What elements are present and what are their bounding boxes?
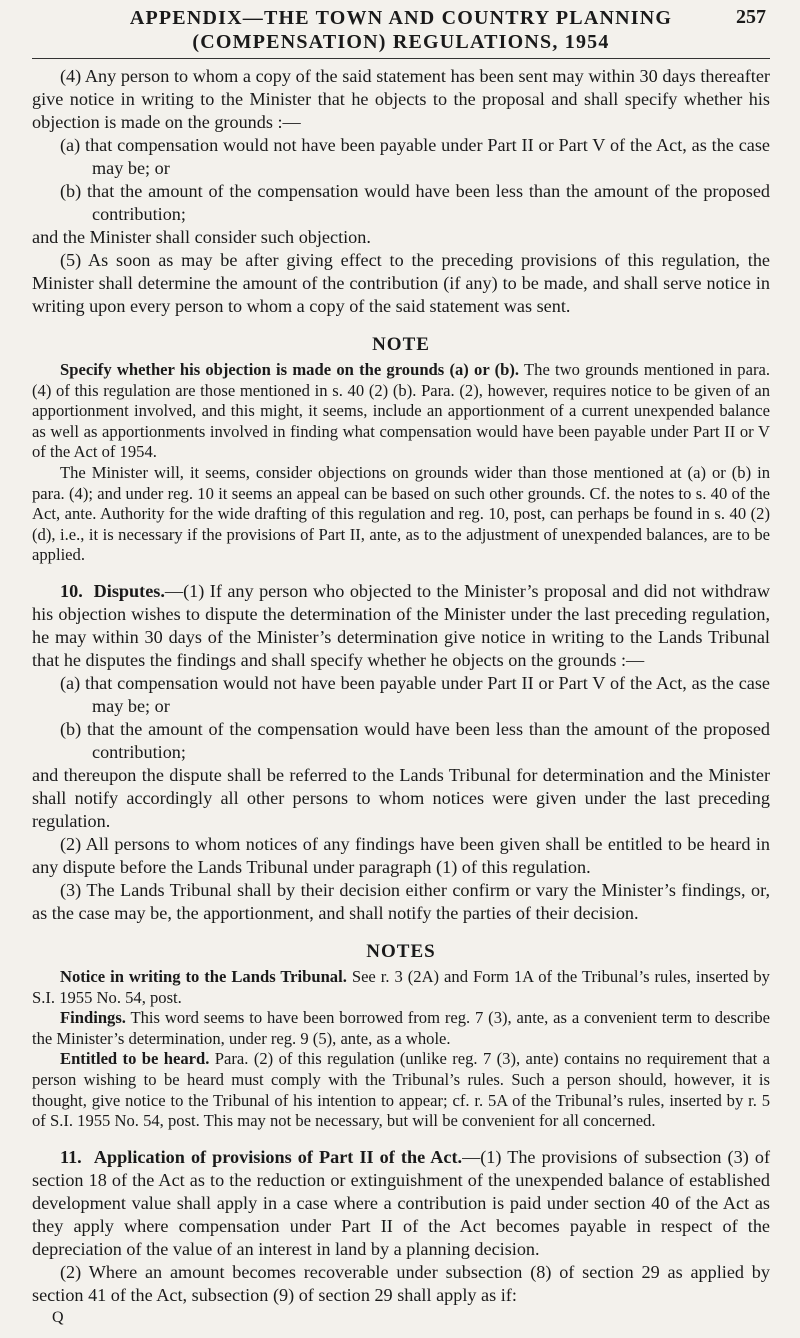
notes-item-notice-lead: Notice in writing to the Lands Tribunal.: [60, 966, 347, 986]
notes-item-notice: [32, 967, 770, 1008]
note-para1: [32, 360, 770, 463]
regulation-10: [32, 580, 770, 925]
reg10-title: Disputes.: [93, 580, 165, 601]
reg9-para4: (4) Any person to whom a copy of the said statement has been sent may within 30 days thereafter give notice in writing to the Minister that he objects to the proposal and shall specify whether his objection is made on the grounds :—: [32, 66, 770, 132]
notes-item-findings-lead: Findings.: [60, 1008, 126, 1028]
reg11-para2: (2) Where an amount becomes recoverable under subsection (8) of section 29 as applied by section 41 of the Act, subsection (9) of section 29 shall apply as if:: [32, 1261, 770, 1305]
page-number: 257: [736, 6, 766, 28]
regulation-9-continued: [32, 65, 770, 318]
notes-item-findings: [32, 1008, 770, 1049]
notes-item-notice-text: See r. 3 (2A) and Form 1A of the Tribunal’s rules, inserted by S.I. 1955 No. 54, post.: [32, 966, 770, 1007]
note-para2: The Minister will, it seems, consider objections on grounds wider than those mentioned at (a) or (b) in para. (4); and under reg. 10 it seems an appeal can be based on such other grounds. Cf. the notes to s. 40 of the Act, ante. Authority for the wide drafting of this regulation and reg. 10, post, can perhaps be found in s. 40 (2) (d), i.e., it is necessary if the provisions of Part II, ante, as to the adjustment of unexpended balances, are to be applied.: [32, 462, 770, 565]
reg10-para2: (2) All persons to whom notices of any findings have been given shall be entitled to be heard in any dispute before the Lands Tribunal under paragraph (1) of this regulation.: [32, 833, 770, 877]
reg9-para5: (5) As soon as may be after giving effect to the preceding provisions of this regulation, the Minister shall determine the amount of the contribution (if any) to be made, and shall serve notice in writing upon every person to whom a copy of the said statement was sent.: [32, 250, 770, 316]
running-header: [32, 6, 770, 54]
reg10-number: 10.: [60, 580, 83, 601]
header-title-line2: (COMPENSATION) REGULATIONS, 1954: [192, 31, 610, 53]
reg11-number: 11.: [60, 1146, 82, 1167]
reg11-para1: [32, 1146, 770, 1261]
header-rule: [32, 58, 770, 59]
reg10-item-a: (a) that compensation would not have been payable under Part II or Part V of the Act, as the case may be; or: [60, 672, 770, 716]
reg9-tail: and the Minister shall consider such objection.: [32, 227, 371, 247]
notes-section: [32, 941, 770, 1132]
notes-item-findings-text: This word seems to have been borrowed from reg. 7 (3), ante, as a convenient term to describe the Minister’s determination, under reg. 9 (5), ante, as a whole.: [32, 1008, 770, 1048]
reg9-item-a: (a) that compensation would not have been payable under Part II or Part V of the Act, as the case may be; or: [60, 135, 770, 178]
notes-item-heard-lead: Entitled to be heard.: [60, 1049, 210, 1069]
reg10-para1: [32, 580, 770, 672]
reg11-para1-text: —(1) The provisions of subsection (3) of section 18 of the Act as to the reduction or extinguishment of the unexpended balance of established development value shall apply in a case where a contribution is paid under section 40 of the Act as they apply where compensation under Part II of the Act becomes payable in respect of the depreciation of the value of an interest in land by a planning decision.: [32, 1146, 770, 1259]
reg10-para1-text: —(1) If any person who objected to the Minister’s proposal and did not withdraw his objection wishes to dispute the determination of the Minister under the last preceding regulation, he may within 30 days of the Minister’s determination give notice in writing to the Lands Tribunal that he disputes the findings and shall specify whether he objects on the grounds :—: [32, 580, 771, 670]
reg10-tail: and thereupon the dispute shall be referred to the Lands Tribunal for determination and the Minister shall notify accordingly all other persons to whom notices were given under the last preceding regulation.: [32, 764, 770, 831]
regulation-11: [32, 1146, 770, 1327]
header-title-line1: APPENDIX—THE TOWN AND COUNTRY PLANNING: [129, 7, 673, 29]
note-para1-text: The two grounds mentioned in para. (4) of this regulation are those mentioned in s. 40 (2) (b). Para. (2), however, requires notice to be given of an apportionment involved, and this might, it seems, include an apportionment of a current unexpended balance as well as apportionments involved in finding what compensation would have been payable under Part II or V of the Act of 1954.: [32, 360, 770, 462]
notes-item-heard: [32, 1049, 770, 1131]
reg10-para3: (3) The Lands Tribunal shall by their decision either confirm or vary the Minister’s findings, or, as the case may be, the apportionment, and shall notify the parties of their decision.: [32, 879, 770, 923]
note-section: [32, 334, 770, 566]
signature-mark: Q: [52, 1308, 64, 1326]
notes-heading: NOTES: [366, 940, 436, 962]
note-para1-lead: Specify whether his objection is made on the grounds (a) or (b).: [60, 360, 520, 379]
reg10-item-b: (b) that the amount of the compensation would have been less than the amount of the proposed contribution;: [60, 718, 770, 762]
notes-item-heard-text: Para. (2) of this regulation (unlike reg. 7 (3), ante) contains no requirement that a person wishing to be heard must comply with the Tribunal’s rules. Such a person should, however, it is thought, give notice to the Tribunal of his intention to appear; cf. r. 5A of the Tribunal’s rules, inserted by r. 5 of S.I. 1955 No. 54, post. This may not be necessary, but will be convenient for all concerned.: [32, 1049, 770, 1131]
note-heading: NOTE: [372, 334, 430, 355]
reg9-item-b: (b) that the amount of the compensation would have been less than the amount of the proposed contribution;: [60, 181, 770, 224]
reg11-title: Application of provisions of Part II of the Act.: [93, 1146, 463, 1167]
